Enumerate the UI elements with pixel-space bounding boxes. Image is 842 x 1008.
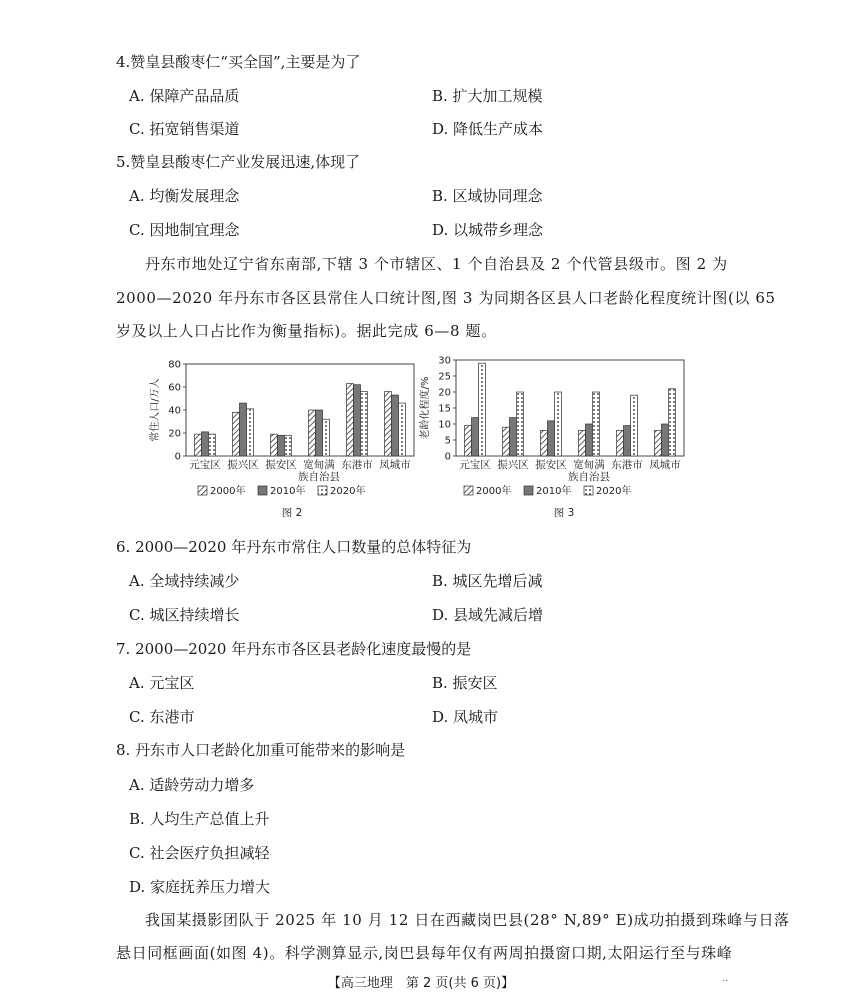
x-tick-label: 东港市 (611, 459, 643, 471)
bar-series-2020 (399, 403, 406, 456)
y-tick-label: 5 (444, 435, 451, 447)
bar-series-2010 (316, 410, 323, 456)
bar-series-2020 (285, 435, 292, 456)
bar-series-2000 (385, 392, 392, 456)
legend-label: 2000年 (210, 486, 246, 497)
bar-series-2020 (517, 392, 524, 456)
bar-series-2000 (309, 410, 316, 456)
legend-swatch-series-2010 (258, 486, 267, 495)
bar-series-2000 (233, 412, 240, 456)
bar-series-2000 (271, 434, 278, 456)
y-tick-label: 20 (168, 428, 181, 440)
x-tick-label: 凤城市 (379, 459, 411, 471)
y-tick-label: 60 (168, 382, 181, 394)
q7-option-b: B. 振安区 (432, 674, 498, 692)
legend-swatch-series-2020 (318, 486, 327, 495)
plot-frame (456, 360, 684, 456)
legend-label: 2000年 (476, 486, 512, 497)
q6-option-b: B. 城区先增后减 (432, 572, 543, 590)
legend-swatch-series-2000 (198, 486, 207, 495)
y-tick-label: 15 (438, 403, 451, 415)
bar-series-2000 (541, 430, 548, 456)
bar-series-2010 (662, 424, 669, 456)
bar-series-2000 (347, 384, 354, 456)
x-tick-label: 振安区 (535, 459, 567, 471)
intro2-line-2: 悬日同框画面(如图 4)。科学测算显示,岗巴县每年仅有两周拍摄窗口期,太阳运行至与珠峰 (116, 944, 733, 962)
bar-series-2010 (548, 421, 555, 456)
y-tick-label: 25 (438, 371, 451, 383)
q5-stem: 5.赞皇县酸枣仁产业发展迅速,体现了 (116, 153, 361, 171)
figure-caption: 图 3 (553, 507, 575, 519)
legend-swatch-series-2010 (524, 486, 533, 495)
intro-line-1: 丹东市地处辽宁省东南部,下辖 3 个市辖区、1 个自治县及 2 个代管县级市。图 2 为 (145, 255, 728, 273)
bar-series-2020 (247, 409, 254, 456)
x-tick-label: 凤城市 (649, 459, 681, 471)
q5-option-b: B. 区域协同理念 (432, 187, 543, 205)
bar-series-2010 (586, 424, 593, 456)
y-tick-label: 10 (438, 419, 451, 431)
q4-option-c: C. 拓宽销售渠道 (129, 120, 240, 138)
bar-series-2010 (472, 418, 479, 456)
bar-series-2020 (323, 419, 330, 456)
bar-series-2010 (510, 418, 517, 456)
population-bar-chart (140, 352, 420, 527)
intro-line-2: 2000—2020 年丹东市各区县常住人口统计图,图 3 为同期各区县人口老龄化程度统计图(以 65 (116, 289, 776, 307)
legend-label: 2010年 (536, 486, 572, 497)
intro2-line-1: 我国某摄影团队于 2025 年 10 月 12 日在西藏岗巴县(28° N,89° E)成功拍摄到珠峰与日落 (145, 911, 790, 929)
y-tick-label: 80 (168, 359, 181, 371)
x-tick-label: 宽甸满 (303, 459, 335, 471)
q8-option-c: C. 社会医疗负担减轻 (129, 844, 270, 862)
y-axis-label: 常住人口/万人 (150, 378, 161, 442)
q7-option-c: C. 东港市 (129, 708, 195, 726)
bar-series-2020 (361, 392, 368, 456)
figure-caption: 图 2 (281, 507, 303, 519)
bar-series-2000 (195, 434, 202, 456)
q7-option-d: D. 凤城市 (432, 708, 499, 726)
legend-swatch-series-2020 (584, 486, 593, 495)
bar-series-2020 (593, 392, 600, 456)
plot-frame (186, 364, 414, 456)
q4-option-d: D. 降低生产成本 (432, 120, 544, 138)
legend-swatch-series-2000 (464, 486, 473, 495)
bar-series-2000 (655, 430, 662, 456)
q6-stem: 6. 2000—2020 年丹东市常住人口数量的总体特征为 (116, 538, 472, 556)
bar-series-2010 (278, 435, 285, 456)
bar-series-2000 (503, 427, 510, 456)
q5-option-a: A. 均衡发展理念 (129, 187, 240, 205)
q4-option-b: B. 扩大加工规模 (432, 87, 543, 105)
figure-2 (140, 352, 420, 531)
x-tick-label: 元宝区 (189, 459, 221, 471)
q6-option-a: A. 全域持续减少 (129, 572, 240, 590)
bar-series-2010 (354, 385, 361, 456)
legend-label: 2020年 (596, 486, 632, 497)
y-tick-label: 0 (174, 451, 181, 463)
q8-option-d: D. 家庭抚养压力增大 (129, 878, 271, 896)
bar-series-2020 (479, 363, 486, 456)
q8-option-b: B. 人均生产总值上升 (129, 810, 270, 828)
intro-line-3: 岁及以上人口占比作为衡量指标)。据此完成 6—8 题。 (116, 322, 497, 340)
q7-option-a: A. 元宝区 (129, 674, 195, 692)
x-tick-sublabel: 族自治县 (298, 471, 340, 483)
q7-stem: 7. 2000—2020 年丹东市各区县老龄化速度最慢的是 (116, 640, 472, 658)
figure-3 (412, 352, 702, 531)
x-tick-label: 振兴区 (497, 459, 529, 471)
y-tick-label: 20 (438, 387, 451, 399)
bar-series-2010 (624, 426, 631, 456)
y-tick-label: 0 (444, 451, 451, 463)
corner-mark: ·· (722, 976, 729, 987)
aging-bar-chart (412, 352, 702, 527)
x-tick-label: 东港市 (341, 459, 373, 471)
page-footer: 【高三地理 第 2 页(共 6 页)】 (327, 976, 515, 991)
q4-option-a: A. 保障产品品质 (129, 87, 240, 105)
q4-stem: 4.赞皇县酸枣仁“买全国”,主要是为了 (116, 53, 361, 71)
q6-option-c: C. 城区持续增长 (129, 606, 240, 624)
legend-label: 2010年 (270, 486, 306, 497)
q6-option-d: D. 县域先减后增 (432, 606, 544, 624)
x-tick-sublabel: 族自治县 (568, 471, 610, 483)
y-tick-label: 40 (168, 405, 181, 417)
q8-option-a: A. 适龄劳动力增多 (129, 776, 255, 794)
q5-option-d: D. 以城带乡理念 (432, 221, 544, 239)
q8-stem: 8. 丹东市人口老龄化加重可能带来的影响是 (116, 741, 406, 759)
bar-series-2000 (617, 430, 624, 456)
bar-series-2020 (209, 434, 216, 456)
bar-series-2020 (555, 392, 562, 456)
y-tick-label: 30 (438, 355, 451, 367)
legend-label: 2020年 (330, 486, 366, 497)
q5-option-c: C. 因地制宜理念 (129, 221, 240, 239)
x-tick-label: 元宝区 (459, 459, 491, 471)
bar-series-2020 (669, 389, 676, 456)
x-tick-label: 振安区 (265, 459, 297, 471)
bar-series-2010 (202, 432, 209, 456)
bar-series-2000 (579, 430, 586, 456)
x-tick-label: 振兴区 (227, 459, 259, 471)
bar-series-2000 (465, 426, 472, 456)
x-tick-label: 宽甸满 (573, 459, 605, 471)
bar-series-2010 (392, 395, 399, 456)
bar-series-2020 (631, 395, 638, 456)
bar-series-2010 (240, 403, 247, 456)
y-axis-label: 老龄化程度/% (420, 376, 431, 440)
